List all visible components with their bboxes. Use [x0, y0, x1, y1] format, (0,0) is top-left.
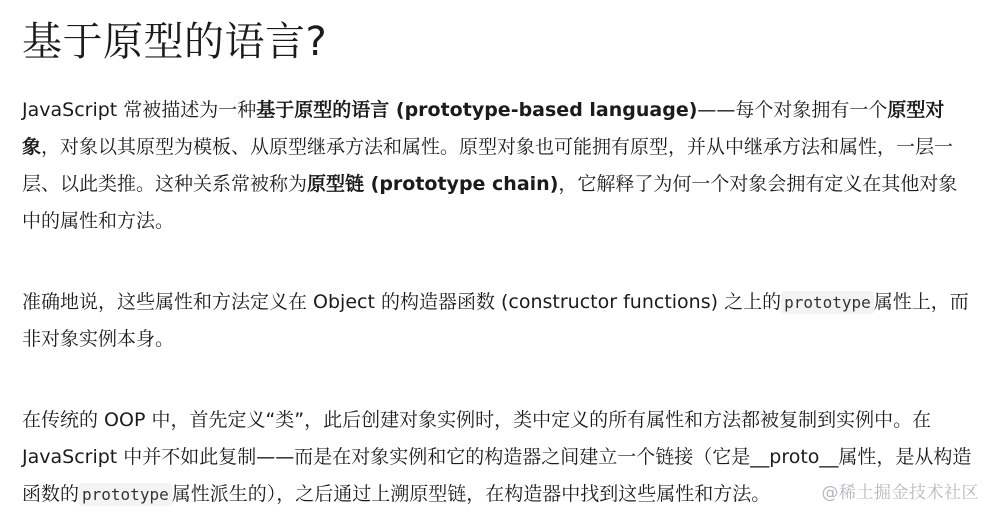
text-span: ，它解释了为何一个对象会拥有定义在其他对象中的属性和方法。 — [22, 173, 958, 232]
paragraph-prototype-intro — [22, 92, 972, 240]
text-span: JavaScript 常被描述为一种 — [22, 99, 257, 121]
inline-code-prototype: prototype — [781, 291, 874, 314]
article — [22, 14, 972, 513]
site-watermark: @稀土掘金技术社区 — [821, 483, 979, 503]
bold-term-prototype-object: 原型对象 — [22, 99, 945, 158]
text-span: ，对象以其原型为模板、从原型继承方法和属性。原型对象也可能拥有原型，并从中继承方法和属性，一层一层、以此类推。这种关系常被称为 — [22, 136, 954, 195]
text-span: 属性派生的），之后通过上溯原型链，在构造器中找到这些属性和方法。 — [171, 483, 771, 505]
text-span: 属性上，而非对象实例本身。 — [22, 291, 969, 350]
page-title: 基于原型的语言? — [22, 19, 328, 65]
bold-term-prototype-based-language: 基于原型的语言 (prototype-based language) — [256, 99, 698, 121]
inline-code-prototype: prototype — [79, 483, 172, 506]
text-span: 准确地说，这些属性和方法定义在 Object 的构造器函数 (constructor functions) 之上的 — [22, 291, 782, 313]
paragraph-constructor-prototype — [22, 284, 972, 358]
text-span: 在传统的 OOP 中，首先定义“类”，此后创建对象实例时，类中定义的所有属性和方法都被复制到实例中。在 JavaScript 中并不如此复制——而是在对象实例和它的构造器之间建立一个链接（它是__proto__属性，是从构造函数的 — [22, 409, 972, 505]
bold-term-prototype-chain: 原型链 (prototype chain) — [307, 173, 559, 195]
text-span: ——每个对象拥有一个 — [697, 99, 888, 121]
